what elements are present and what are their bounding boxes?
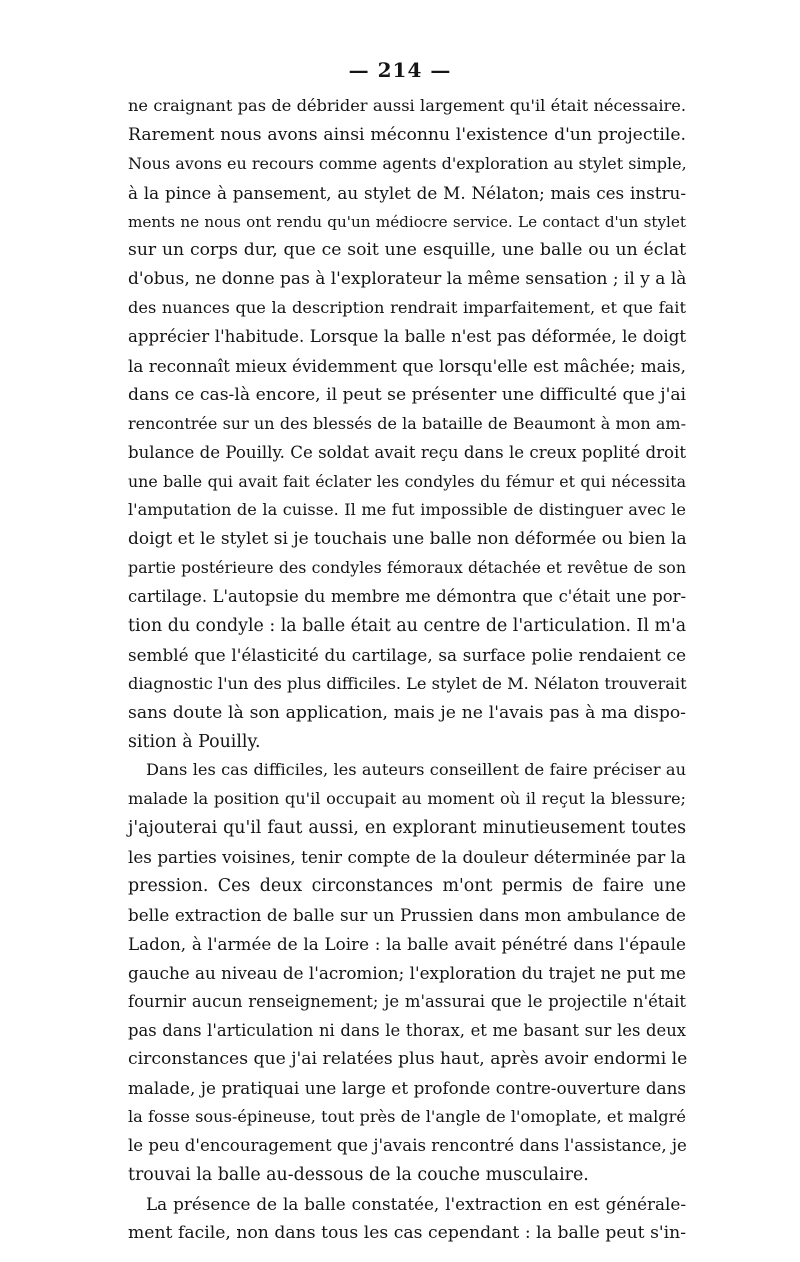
text-line: Dans les cas difficiles, les auteurs conseillent de faire préciser au — [146, 760, 686, 780]
text-line: le peu d'encouragement que j'avais rencontré dans l'assistance, je — [128, 1136, 687, 1156]
text-line: la reconnaît mieux évidemment que lorsqu'elle est mâchée; mais, — [128, 356, 686, 377]
text-line: bulance de Pouilly. Ce soldat avait reçu dans le creux poplité droit — [128, 442, 686, 462]
text-line: dans ce cas-là encore, il peut se présenter une difficulté que j'ai — [128, 384, 687, 405]
text-line: les parties voisines, tenir compte de la douleur déterminée par la — [128, 847, 686, 868]
text-line: sans doute là son application, mais je ne l'avais pas à ma dispo- — [128, 702, 686, 723]
text-line: Rarement nous avons ainsi méconnu l'existence d'un projectile. — [128, 124, 686, 145]
text-line: ments ne nous ont rendu qu'un médiocre service. Le contact d'un stylet — [128, 212, 686, 231]
text-line: doigt et le stylet si je touchais une balle non déformée ou bien la — [128, 529, 687, 550]
page-number: — 214 — — [348, 58, 452, 82]
text-line: d'obus, ne donne pas à l'explorateur la même sensation ; il y a là — [128, 269, 687, 290]
text-line: trouvai la balle au-dessous de la couche musculaire. — [128, 1164, 589, 1185]
text-line: tion du condyle : la balle était au centre de l'articulation. Il m'a — [128, 616, 687, 637]
text-line: Nous avons eu recours comme agents d'exploration au stylet simple, — [128, 153, 687, 173]
text-line: sition à Pouilly. — [128, 731, 261, 752]
text-line: pas dans l'articulation ni dans le thorax, et me basant sur les deux — [128, 1020, 686, 1040]
text-line: diagnostic l'un des plus difficiles. Le stylet de M. Nélaton trouverait — [128, 673, 687, 693]
text-line: circonstances que j'ai relatées plus haut, après avoir endormi le — [128, 1049, 688, 1070]
text-line: apprécier l'habitude. Lorsque la balle n'est pas déformée, le doigt — [128, 327, 686, 347]
text-line: j'ajouterai qu'il faut aussi, en explorant minutieusement toutes — [128, 818, 686, 839]
text-line: pression. Ces deux circonstances m'ont permis de faire une — [128, 876, 686, 897]
text-line: malade la position qu'il occupait au moment où il reçut la blessure; — [128, 789, 686, 809]
text-line: semblé que l'élasticité du cartilage, sa surface polie rendaient ce — [128, 644, 686, 665]
text-line: cartilage. L'autopsie du membre me démontra que c'était une por- — [128, 587, 686, 607]
text-line: des nuances que la description rendrait imparfaitement, et que fait — [128, 298, 686, 318]
text-line: la fosse sous-épineuse, tout près de l'angle de l'omoplate, et malgré — [128, 1107, 686, 1127]
text-line: sur un corps dur, que ce soit une esquille, une balle ou un éclat — [128, 240, 686, 261]
text-line: fournir aucun renseignement; je m'assurai que le projectile n'était — [128, 991, 686, 1011]
text-line: partie postérieure des condyles fémoraux détachée et revêtue de son — [128, 558, 686, 578]
text-line: Ladon, à l'armée de la Loire : la balle avait pénétré dans l'épaule — [128, 933, 686, 954]
text-line: rencontrée sur un des blessés de la bataille de Beaumont à mon am- — [128, 413, 686, 433]
text-line: La présence de la balle constatée, l'extraction en est générale- — [146, 1193, 686, 1214]
text-line: belle extraction de balle sur un Prussien dans mon ambulance de — [128, 904, 686, 925]
text-line: l'amputation de la cuisse. Il me fut impossible de distinguer avec le — [128, 500, 686, 520]
body-text — [128, 92, 686, 1248]
text-line: ment facile, non dans tous les cas cependant : la balle peut s'in- — [128, 1222, 686, 1243]
text-line: malade, je pratiquai une large et profonde contre-ouverture dans — [128, 1078, 686, 1099]
text-line: ne craignant pas de débrider aussi largement qu'il était nécessaire. — [128, 96, 686, 115]
text-line: gauche au niveau de l'acromion; l'exploration du trajet ne put me — [128, 962, 686, 983]
text-line: une balle qui avait fait éclater les condyles du fémur et qui nécessita — [128, 471, 686, 491]
text-line: à la pince à pansement, au stylet de M. Nélaton; mais ces instru- — [128, 182, 686, 203]
